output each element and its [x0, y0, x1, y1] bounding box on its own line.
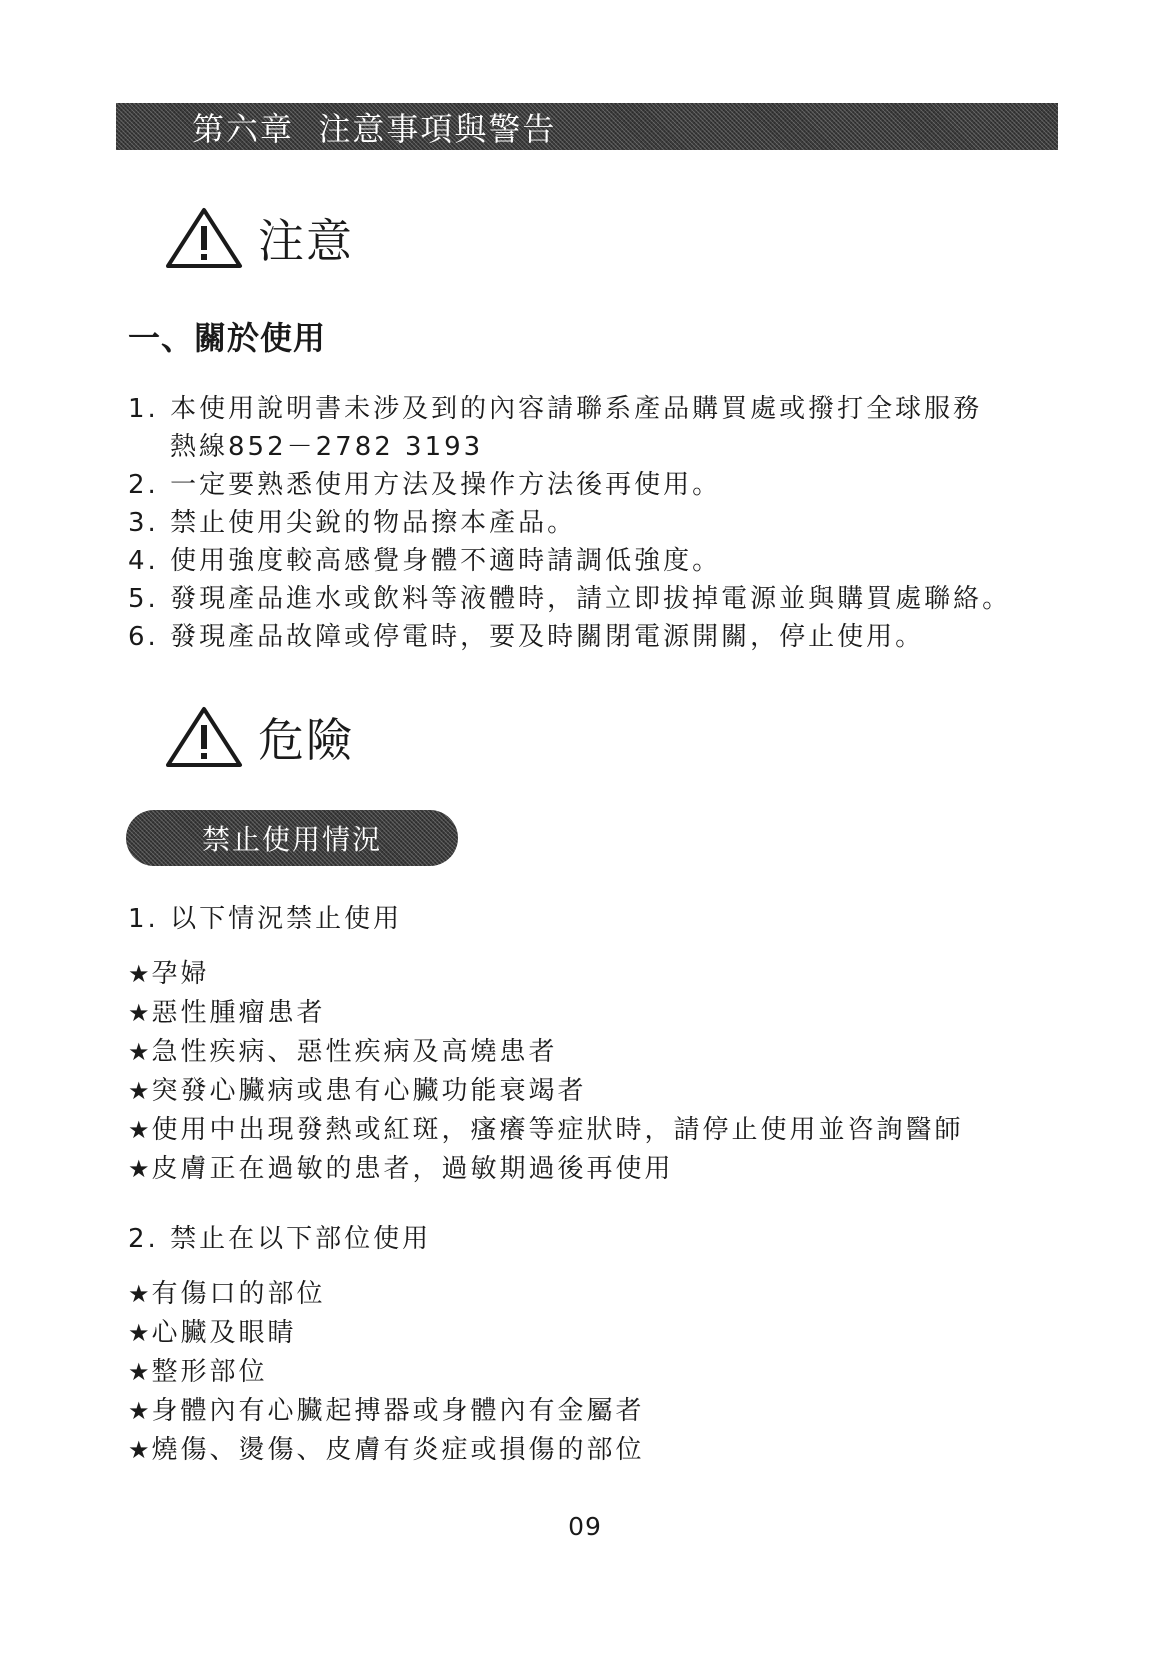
usage-item-text: 使用強度較高感覺身體不適時請調低強度。: [170, 546, 722, 576]
usage-item-number: 3.: [128, 508, 159, 538]
prohibited-badge-label: 禁止使用情況: [202, 823, 383, 856]
usage-item-number: 1.: [128, 394, 159, 424]
prohibited-conditions-list: [128, 955, 964, 1189]
usage-item-text: 發現產品進水或飲料等液體時，請立即拔掉電源並與購買處聯絡。: [170, 584, 1012, 614]
usage-list-item: [128, 428, 1011, 466]
star-bullet-icon: ★: [128, 1436, 150, 1464]
section-heading-usage: 一、關於使用: [128, 319, 327, 357]
prohibited-list-item: [128, 955, 964, 994]
usage-item-number: 5.: [128, 584, 159, 614]
prohibited-list-item: [128, 1431, 645, 1470]
chapter-title: 第六章 注意事項與警告: [192, 109, 557, 148]
prohibited-item-text: 燒傷、燙傷、皮膚有炎症或損傷的部位: [151, 1435, 645, 1465]
usage-item-text: 熱線852－2782 3193: [170, 432, 484, 462]
notice-label: 注意: [258, 214, 354, 268]
warning-triangle-icon: [164, 206, 244, 270]
prohibited-list-item: [128, 1392, 645, 1431]
star-bullet-icon: ★: [128, 1280, 150, 1308]
prohibited-item-text: 使用中出現發熱或紅斑，瘙癢等症狀時，請停止使用並咨詢醫師: [151, 1115, 964, 1145]
notice-heading: [164, 205, 354, 271]
usage-list-item: [128, 580, 1011, 618]
star-bullet-icon: ★: [128, 1358, 150, 1386]
star-bullet-icon: ★: [128, 1397, 150, 1425]
prohibited-list-item: [128, 1314, 645, 1353]
usage-item-number: 4.: [128, 546, 159, 576]
usage-list-item: [128, 466, 1011, 504]
usage-item-text: 本使用說明書未涉及到的內容請聯系產品購買處或撥打全球服務: [170, 394, 983, 424]
prohibited-group2-title: 2. 禁止在以下部位使用: [128, 1224, 432, 1254]
prohibited-list-item: [128, 1353, 645, 1392]
usage-item-text: 發現產品故障或停電時，要及時關閉電源開關，停止使用。: [170, 622, 925, 652]
prohibited-item-text: 整形部位: [151, 1357, 268, 1387]
prohibited-item-text: 有傷口的部位: [151, 1279, 326, 1309]
prohibited-item-text: 孕婦: [151, 959, 210, 989]
prohibited-list-item: [128, 994, 964, 1033]
prohibited-item-text: 急性疾病、惡性疾病及高燒患者: [151, 1037, 558, 1067]
warning-triangle-icon: [164, 705, 244, 769]
prohibited-list-item: [128, 1033, 964, 1072]
usage-item-number: 6.: [128, 622, 159, 652]
chapter-header-bar: [116, 103, 1058, 150]
usage-list-item: [128, 542, 1011, 580]
star-bullet-icon: ★: [128, 1116, 150, 1144]
usage-list: [128, 390, 1011, 656]
usage-item-text: 禁止使用尖銳的物品擦本產品。: [170, 508, 577, 538]
usage-list-item: [128, 390, 1011, 428]
page-number: 09: [568, 1512, 602, 1541]
prohibited-item-text: 身體內有心臟起搏器或身體內有金屬者: [151, 1396, 645, 1426]
usage-list-item: [128, 618, 1011, 656]
prohibited-item-text: 惡性腫瘤患者: [151, 998, 326, 1028]
prohibited-list-item: [128, 1111, 964, 1150]
prohibited-badge: [126, 810, 458, 866]
prohibited-list-item: [128, 1275, 645, 1314]
prohibited-item-text: 皮膚正在過敏的患者，過敏期過後再使用: [151, 1154, 674, 1184]
usage-item-text: 一定要熟悉使用方法及操作方法後再使用。: [170, 470, 722, 500]
star-bullet-icon: ★: [128, 1038, 150, 1066]
star-bullet-icon: ★: [128, 1077, 150, 1105]
prohibited-item-text: 突發心臟病或患有心臟功能衰竭者: [151, 1076, 587, 1106]
prohibited-group1-title: 1. 以下情況禁止使用: [128, 904, 403, 934]
prohibited-body-parts-list: [128, 1275, 645, 1470]
danger-heading: [164, 704, 354, 770]
star-bullet-icon: ★: [128, 999, 150, 1027]
usage-list-item: [128, 504, 1011, 542]
danger-label: 危險: [258, 713, 354, 767]
prohibited-item-text: 心臟及眼睛: [151, 1318, 297, 1348]
star-bullet-icon: ★: [128, 1319, 150, 1347]
star-bullet-icon: ★: [128, 1155, 150, 1183]
usage-item-number: 2.: [128, 470, 159, 500]
prohibited-list-item: [128, 1150, 964, 1189]
star-bullet-icon: ★: [128, 960, 150, 988]
prohibited-list-item: [128, 1072, 964, 1111]
